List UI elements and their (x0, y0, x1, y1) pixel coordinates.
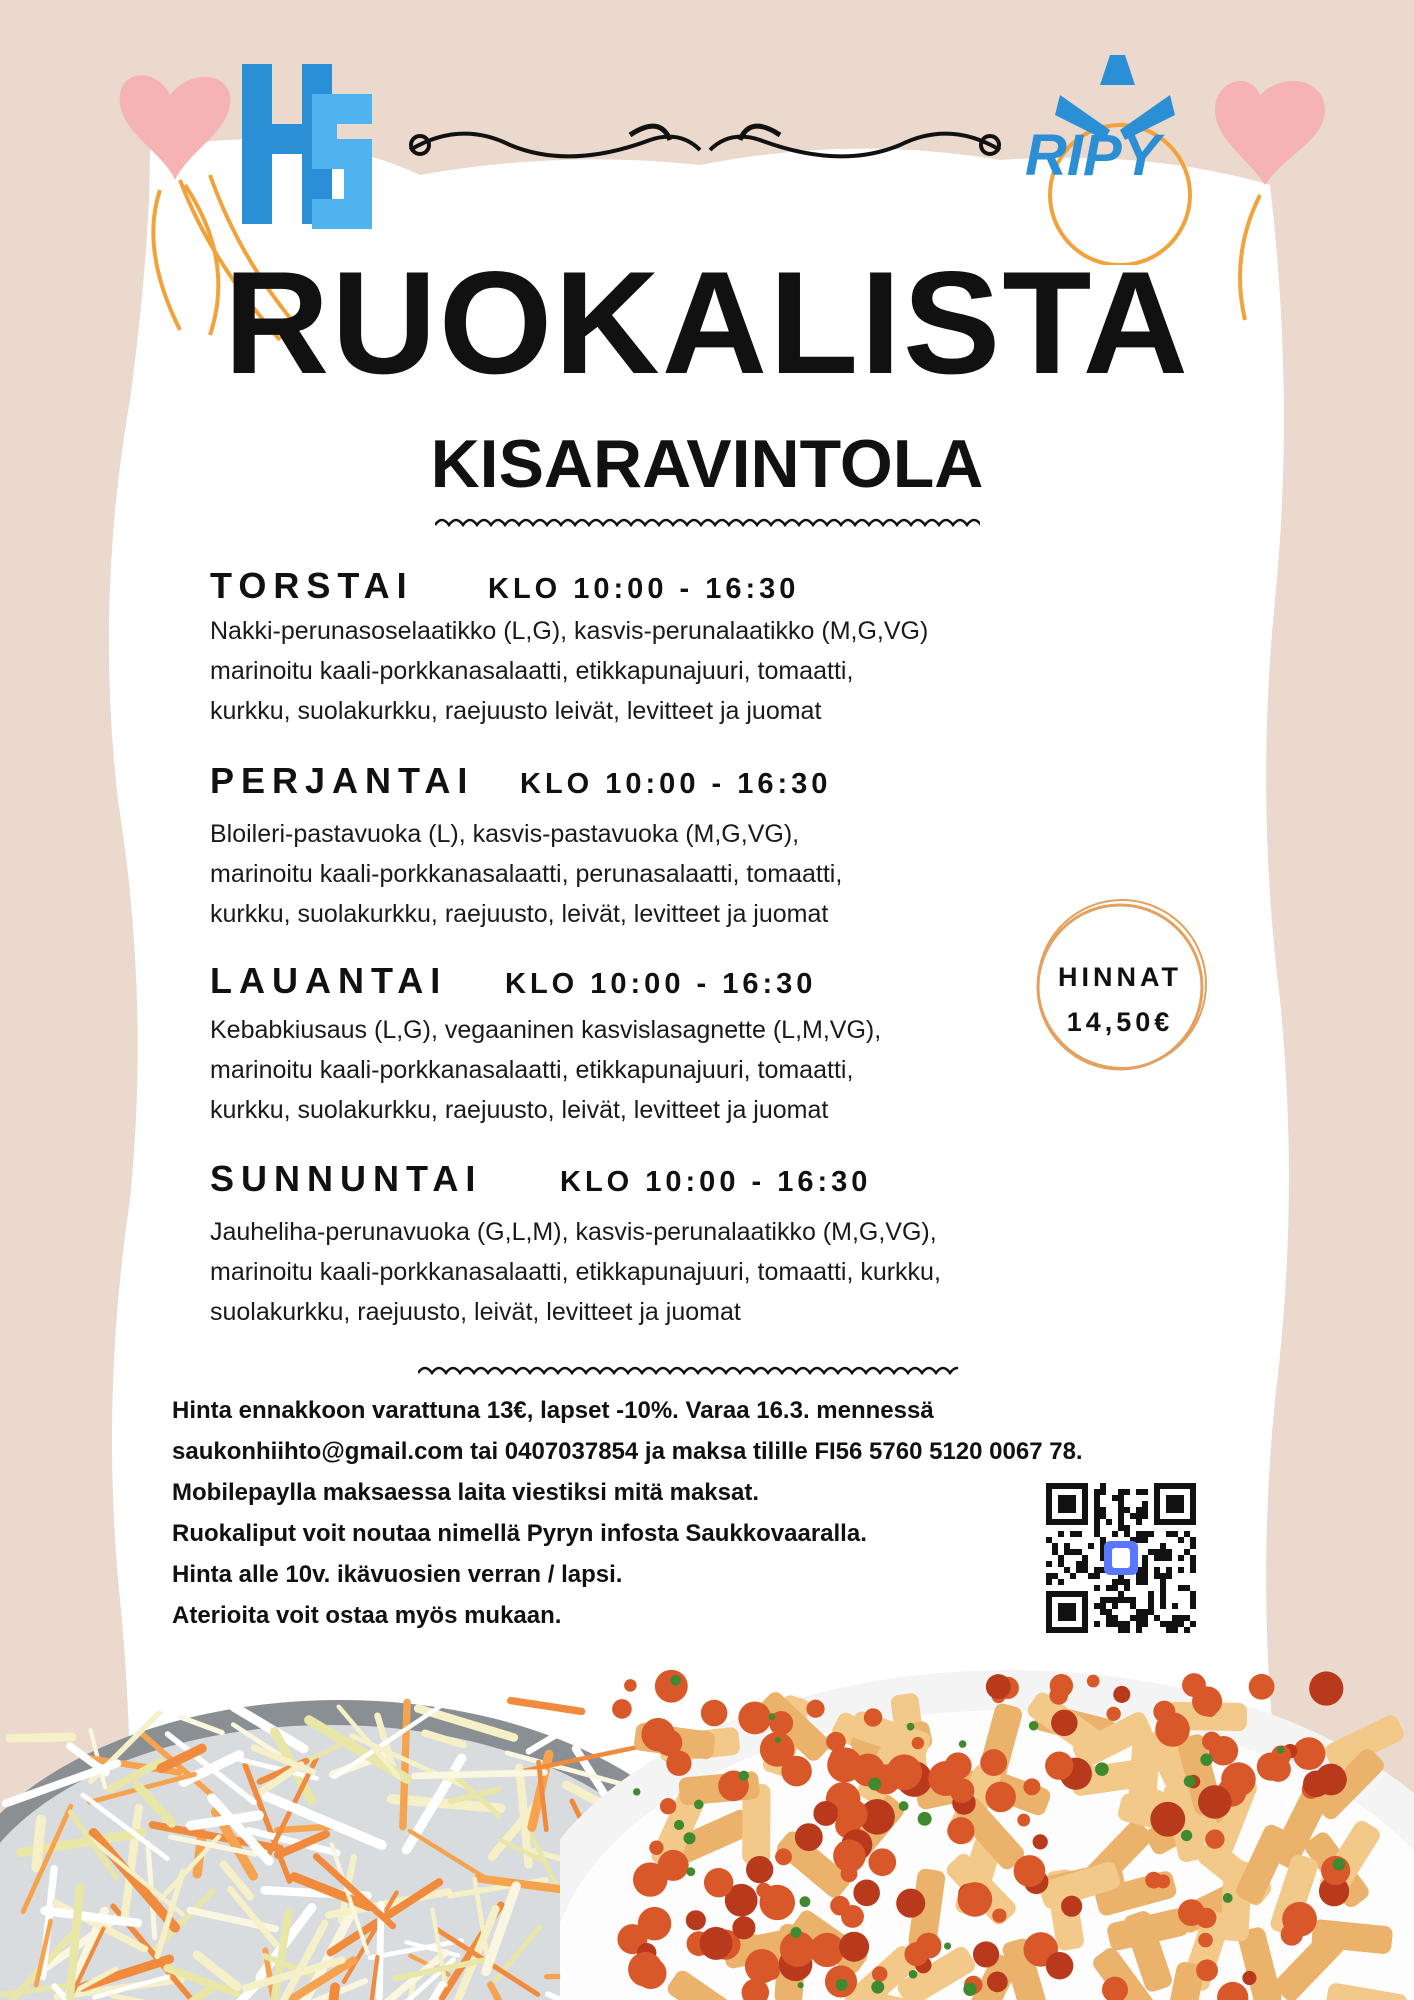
price-value: 14,50€ (1066, 1007, 1174, 1037)
price-label: HINNAT (1058, 962, 1182, 992)
day-name: PERJANTAI (210, 760, 475, 801)
menu-line: Nakki-perunasoselaatikko (L,G), kasvis-perunalaatikko (M,G,VG) (210, 617, 929, 645)
menu-line: Kebabkiusaus (L,G), vegaaninen kasvislasagnette (L,M,VG), (210, 1016, 882, 1044)
menu-line: kurkku, suolakurkku, raejuusto, leivät, levitteet ja juomat (210, 1096, 829, 1124)
svg-text:RIPY: RIPY (1025, 123, 1161, 188)
info-line: Mobilepaylla maksaessa laita viestiksi mitä maksat. (172, 1479, 759, 1506)
info-line: Aterioita voit ostaa myös mukaan. (172, 1602, 562, 1629)
info-line: Ruokaliput voit noutaa nimellä Pyryn infosta Saukkovaaralla. (172, 1520, 867, 1547)
menu-line: marinoitu kaali-porkkanasalaatti, etikkapunajuuri, tomaatti, (210, 1056, 854, 1084)
day-name: SUNNUNTAI (210, 1158, 483, 1199)
day-time: KLO 10:00 - 16:30 (488, 573, 800, 605)
pasta-image (560, 1650, 1414, 2000)
menu-line: marinoitu kaali-porkkanasalaatti, etikkapunajuuri, tomaatti, kurkku, (210, 1258, 941, 1286)
day-time: KLO 10:00 - 16:30 (560, 1166, 872, 1198)
day-name: TORSTAI (210, 565, 414, 606)
ripy-logo (1000, 45, 1220, 265)
day-time: KLO 10:00 - 16:30 (520, 768, 832, 800)
day-section-torstai (210, 565, 1130, 731)
qr-code-icon[interactable] (1046, 1483, 1196, 1633)
day-section-sunnuntai (210, 1158, 1130, 1332)
page-title: RUOKALISTA (223, 241, 1191, 404)
info-line: Hinta ennakkoon varattuna 13€, lapset -10%. Varaa 16.3. mennessä (172, 1397, 934, 1424)
day-name: LAUANTAI (210, 960, 448, 1001)
menu-line: Bloileri-pastavuoka (L), kasvis-pastavuoka (M,G,VG), (210, 820, 800, 848)
info-line: Hinta alle 10v. ikävuosien verran / lapsi. (172, 1561, 623, 1588)
day-time: KLO 10:00 - 16:30 (505, 968, 817, 1000)
hs-logo (232, 54, 382, 234)
wave-divider-top-icon (435, 514, 980, 536)
day-section-perjantai (210, 760, 1130, 934)
wave-divider-bottom-icon (418, 1362, 958, 1384)
menu-line: marinoitu kaali-porkkanasalaatti, perunasalaatti, tomaatti, (210, 860, 843, 888)
menu-line: suolakurkku, raejuusto, leivät, levitteet ja juomat (210, 1298, 741, 1326)
menu-line: Jauheliha-perunavuoka (G,L,M), kasvis-perunalaatikko (M,G,VG), (210, 1218, 937, 1246)
menu-line: kurkku, suolakurkku, raejuusto leivät, levitteet ja juomat (210, 697, 822, 725)
info-line: saukonhiihto@gmail.com tai 0407037854 ja maksa tilille FI56 5760 5120 0067 78. (172, 1438, 1083, 1465)
page-subtitle: KISARAVINTOLA (430, 426, 984, 502)
ornament-divider-icon (400, 110, 1010, 190)
day-section-lauantai (210, 960, 1130, 1130)
menu-line: kurkku, suolakurkku, raejuusto, leivät, levitteet ja juomat (210, 900, 829, 928)
menu-line: marinoitu kaali-porkkanasalaatti, etikkapunajuuri, tomaatti, (210, 657, 854, 685)
